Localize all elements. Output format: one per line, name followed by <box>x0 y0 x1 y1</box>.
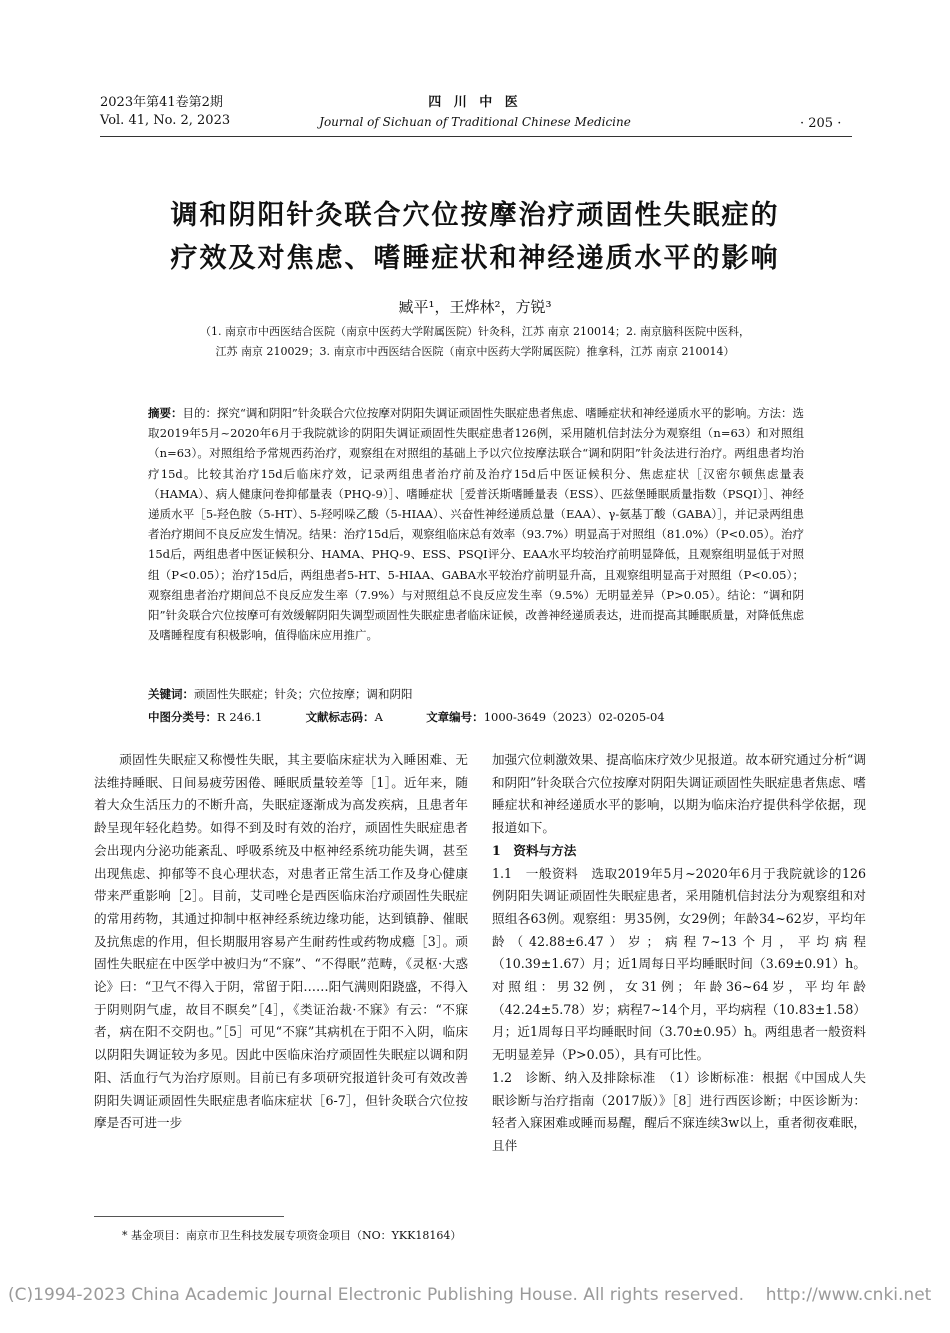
affiliation-line-1: （1. 南京市中西医结合医院（南京中医药大学附属医院）针灸科，江苏 南京 210014；2. 南京脑科医院中医科， <box>200 325 750 338</box>
body-right-column <box>492 749 866 1158</box>
criteria-paragraph: 1.2 诊断、纳入及排除标准 （1）诊断标准：根据《中国成人失眠诊断与治疗指南（2017版）》［8］进行西医诊断；中医诊断为：轻者入寐困难或睡而易醒，醒后不寐连续3w以上，重者彻夜难眠，且伴 <box>492 1069 866 1153</box>
clc-value: R 246.1 <box>217 710 263 724</box>
classification-line <box>148 707 804 727</box>
title-line-1: 调和阴阳针灸联合穴位按摩治疗顽固性失眠症的 <box>170 200 780 231</box>
doc-code-label: 文献标志码： <box>305 710 375 724</box>
journal-name-cn: 四 川 中 医 <box>428 95 522 110</box>
copyright-watermark: (C)1994-2023 China Academic Journal Electronic Publishing House. All rights reserved. http://www.cnki.net <box>8 1285 932 1305</box>
affiliations <box>110 322 840 362</box>
issue-cn: 2023年第41卷第2期 <box>100 95 223 110</box>
article-title <box>60 194 890 280</box>
article-no-label: 文章编号： <box>426 710 484 724</box>
section-heading-methods: 1 资料与方法 <box>492 842 577 858</box>
intro-paragraph: 顽固性失眠症又称慢性失眠，其主要临床症状为入睡困难、无法维持睡眠、日间易疲劳困倦、睡眠质量较差等［1］。近年来，随着大众生活压力的不断升高，失眠症逐渐成为高发疾病，且患者年龄呈现年轻化趋势。如得不到及时有效的治疗，顽固性失眠症患者会出现内分泌功能紊乱、呼吸系统及中枢神经系统功能失调，甚至出现焦虑、抑郁等不良心理状态，对患者正常生活工作及身心健康带来严重影响［2］。目前，艾司唑仑是西医临床治疗顽固性失眠症的常用药物，其通过抑制中枢神经系统边缘功能，达到镇静、催眠及抗焦虑的作用，但长期服用容易产生耐药性或药物成瘾［3］。顽固性失眠症在中医学中被归为“不寐”、“不得眠”范畴，《灵枢·大惑论》曰：“卫气不得入于阴，常留于阳……阳气满则阳跷盛，不得入于阴则阴气虚，故目不瞑矣”［4］，《类证治裁·不寐》有云：“不寐者，病在阳不交阴也。”［5］可见“不寐”其病机在于阳不入阴，临床以阴阳失调证较为多见。因此中医临床治疗顽固性失眠症以调和阴阳、活血行气为治疗原则。目前已有多项研究报道针灸可有效改善阴阳失调证顽固性失眠症患者临床症状［6-7］，但针灸联合穴位按摩是否可进一步 <box>94 752 468 1131</box>
abstract <box>148 403 804 645</box>
clc-label: 中图分类号： <box>148 710 217 724</box>
journal-name-en: Journal of Sichuan of Traditional Chinese Medicine <box>319 115 631 129</box>
keywords-text: 顽固性失眠症；针灸；穴位按摩；调和阴阳 <box>194 687 413 701</box>
general-data-paragraph: 1.1 一般资料 选取2019年5月~2020年6月于我院就诊的126例阴阳失调证顽固性失眠症患者，采用随机信封法分为观察组和对照组各63例。观察组：男35例，女29例；年龄34~62岁，平均年龄（42.88±6.47）岁；病程7~13个月，平均病程（10.39±1.67）月；近1周每日平均睡眠时间（3.69±0.91）h。对照组：男32例，女31例；年龄36~64岁，平均年龄（42.24±5.78）岁；病程7~14个月，平均病程（10.83±1.58）月；近1周每日平均睡眠时间（3.70±0.95）h。两组患者一般资料无明显差异（P>0.05），具有可比性。 <box>492 865 866 1063</box>
header-rule <box>100 136 852 137</box>
doc-code-value: A <box>374 710 383 724</box>
article-no-value: 1000-3649（2023）02-0205-04 <box>483 710 665 724</box>
keywords-label: 关键词： <box>148 687 194 701</box>
abstract-text: 目的：探究“调和阴阳”针灸联合穴位按摩对阴阳失调证顽固性失眠症患者焦虑、嗜睡症状和神经递质水平的影响。方法：选取2019年5月~2020年6月于我院就诊的阴阳失调证顽固性失眠症患者126例，采用随机信封法分为观察组（n=63）和对照组（n=63）。对照组给予常规西药治疗，观察组在对照组的基础上予以穴位按摩法联合“调和阴阳”针灸法进行治疗。两组患者均治疗15d。比较其治疗15d后临床疗效，记录两组患者治疗前及治疗15d后中医证候积分、焦虑症状［汉密尔顿焦虑量表（HAMA）、病人健康问卷抑郁量表（PHQ-9）］、嗜睡症状［爱普沃斯嗜睡量表（ESS）、匹兹堡睡眠质量指数（PSQI）］、神经递质水平［5-羟色胺（5-HT）、5-羟吲哚乙酸（5-HIAA）、兴奋性神经递质总量（EAA）、γ-氨基丁酸（GABA）］，并记录两组患者治疗期间不良反应发生情况。结果：治疗15d后，观察组临床总有效率（93.7%）明显高于对照组（81.0%）（P<0.05）。治疗15d后，两组患者中医证候积分、HAMA、PHQ-9、ESS、PSQI评分、EAA水平均较治疗前明显降低，且观察组明显低于对照组（P<0.05）；治疗15d后，两组患者5-HT、5-HIAA、GABA水平较治疗前明显升高，且观察组明显高于对照组（P<0.05）；观察组患者治疗期间总不良反应发生率（7.9%）与对照组总不良反应发生率（9.5%）无明显差异（P>0.05）。结论：“调和阴阳”针灸联合穴位按摩可有效缓解阴阳失调型顽固性失眠症患者临床证候，改善神经递质表达，进而提高其睡眠质量，对降低焦虑及嗜睡程度有积极影响，值得临床应用推广。 <box>148 406 804 643</box>
body-left-column <box>94 749 468 1135</box>
abstract-label: 摘要： <box>148 406 183 420</box>
page-number: · 205 · <box>800 116 842 131</box>
footnote-rule <box>94 1216 284 1217</box>
footnote: * 基金项目：南京市卫生科技发展专项资金项目（NO：YKK18164） <box>122 1229 462 1242</box>
issue-en: Vol. 41, No. 2, 2023 <box>100 113 231 128</box>
authors: 臧平¹，王烨林²，方锐³ <box>398 298 552 316</box>
affiliation-line-2: 江苏 南京 210029；3. 南京市中西医结合医院（南京中医药大学附属医院）推拿科，江苏 南京 210014） <box>215 345 735 358</box>
keywords <box>148 684 804 704</box>
title-line-2: 疗效及对焦虑、嗜睡症状和神经递质水平的影响 <box>170 243 780 274</box>
intro-paragraph-continued: 加强穴位刺激效果、提高临床疗效少见报道。故本研究通过分析“调和阴阳”针灸联合穴位按摩对阴阳失调证顽固性失眠症患者焦虑、嗜睡症状和神经递质水平的影响，以期为临床治疗提供科学依据，现报道如下。 <box>492 752 866 836</box>
